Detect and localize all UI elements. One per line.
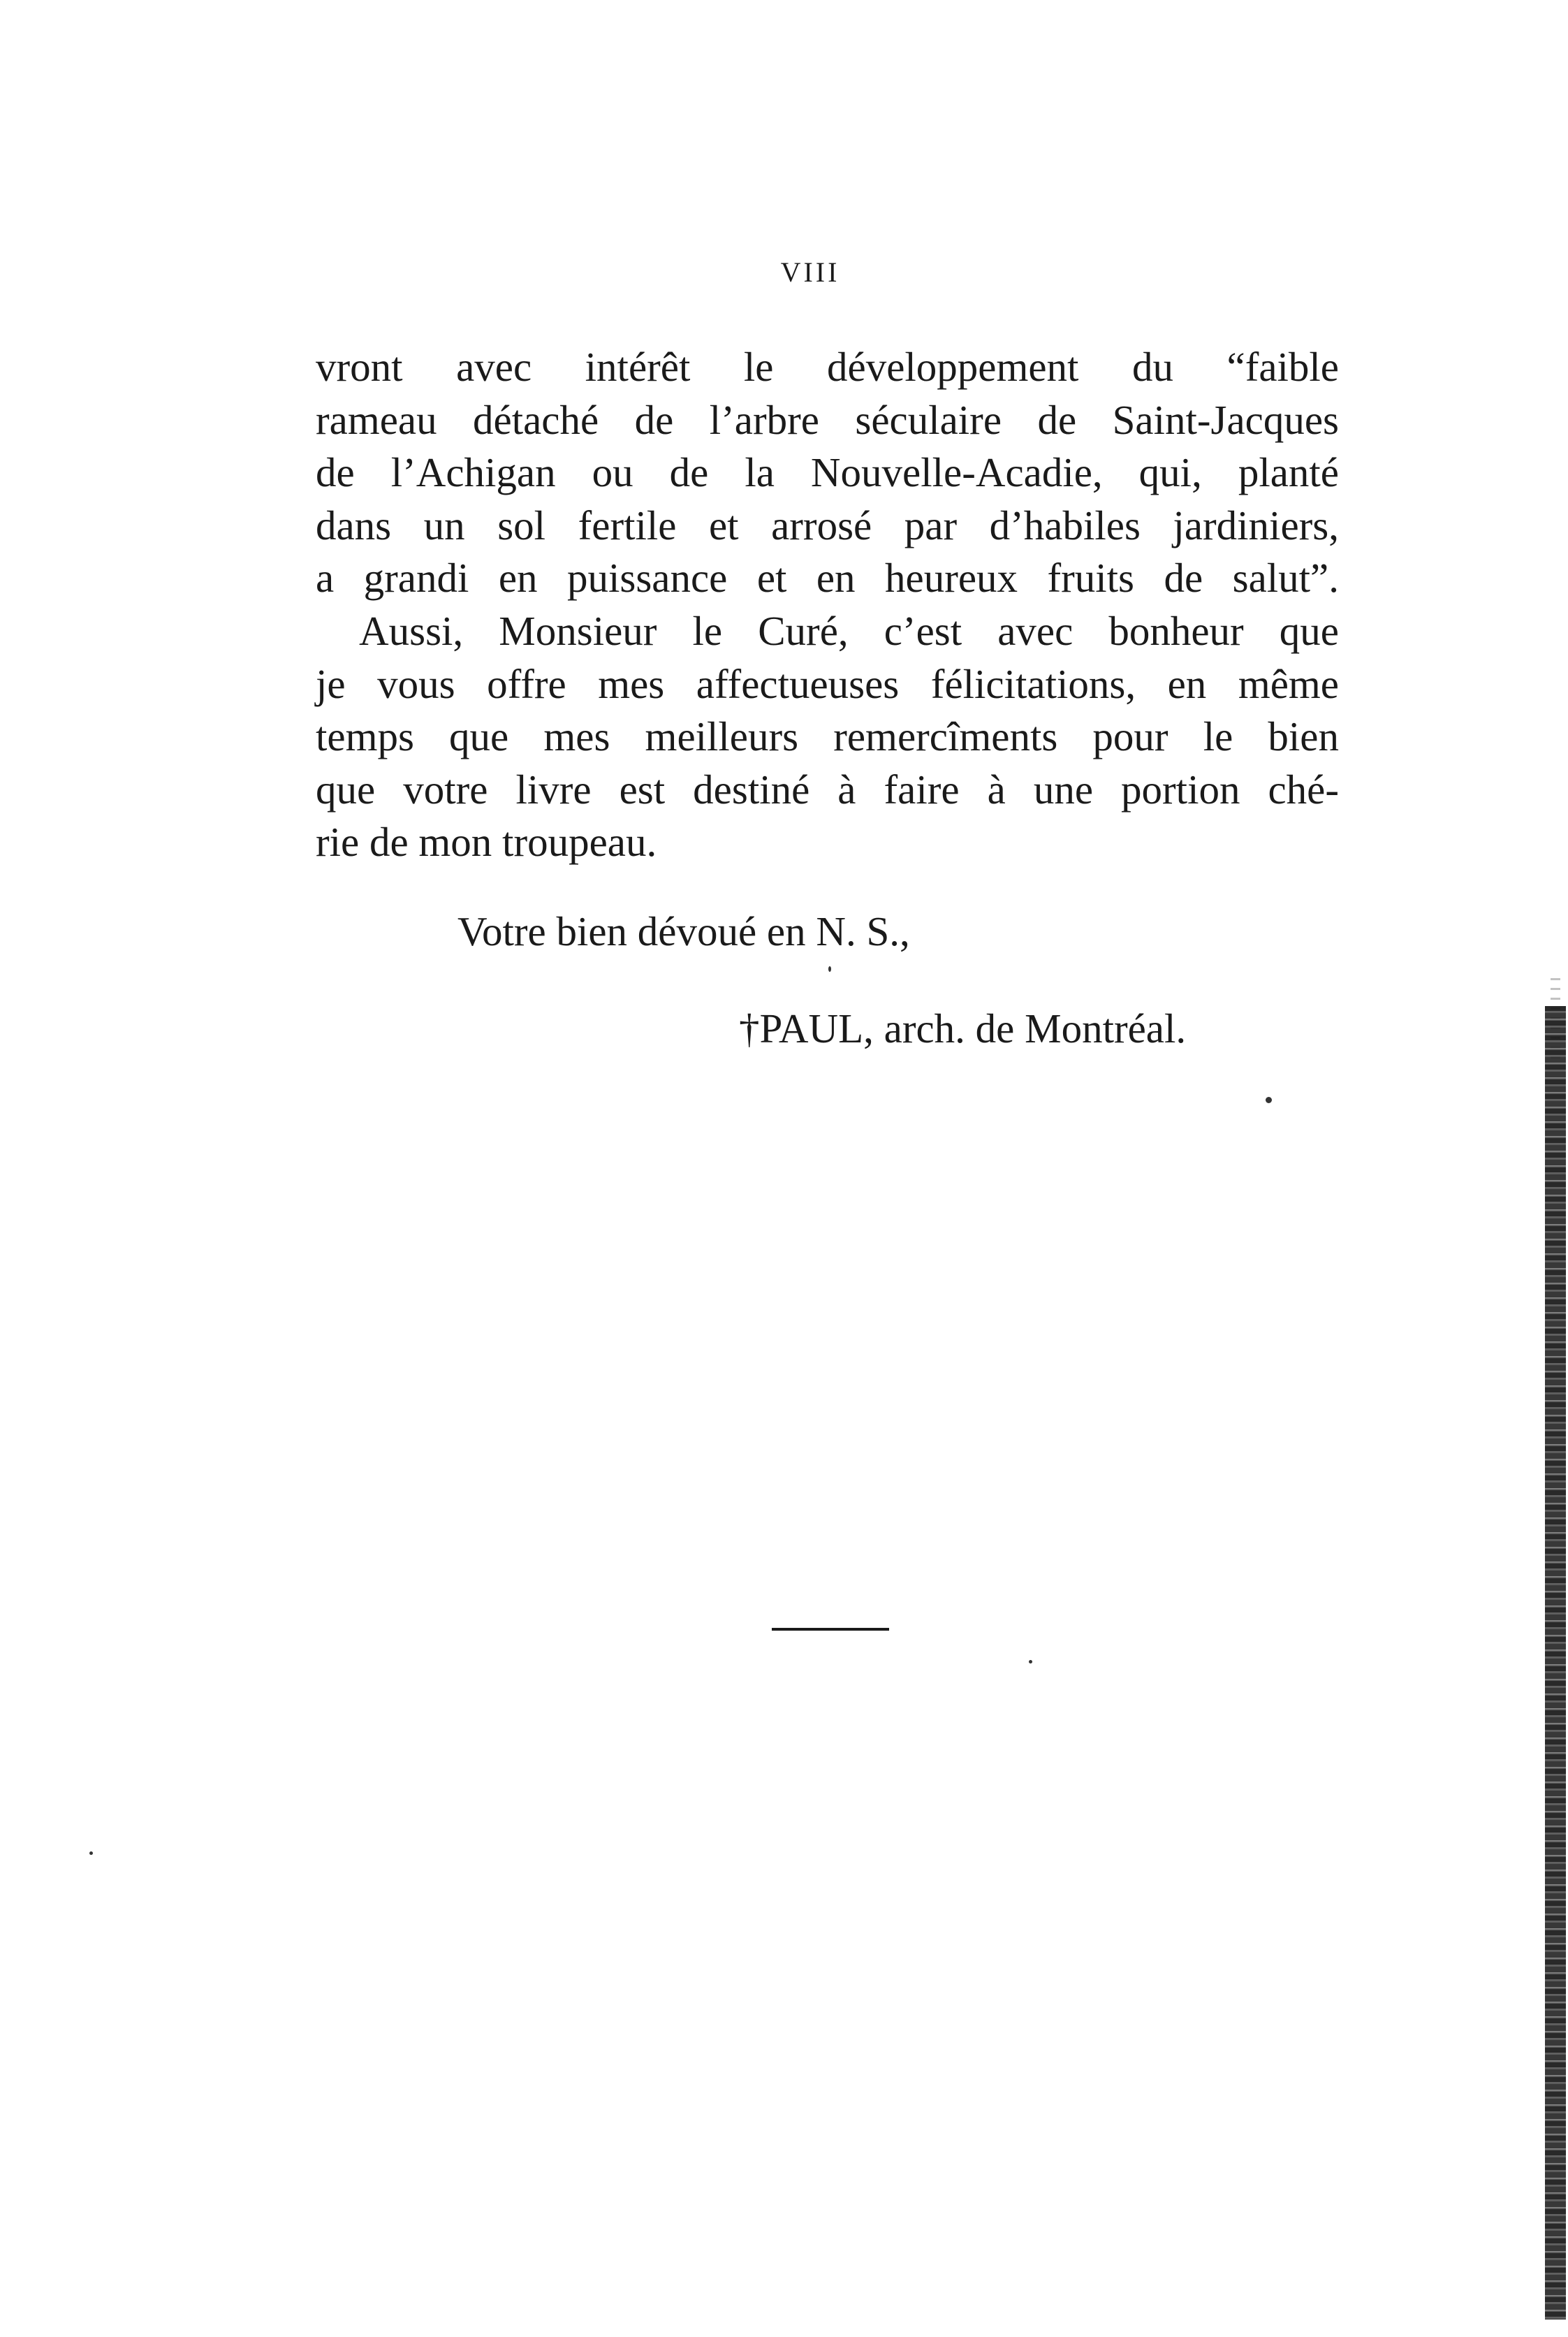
text-line: temps que mes meilleurs remercîments pour le bien: [316, 713, 1339, 760]
closing-salutation: Votre bien dévoué en N. S.,: [457, 908, 910, 954]
ink-speck: [89, 1851, 93, 1855]
text-line: que votre livre est destiné à faire à une portion ché-: [316, 766, 1339, 813]
letter-body: [316, 341, 1339, 869]
text-line: vront avec intérêt le développement du “faible: [316, 344, 1339, 390]
ink-speck: [828, 966, 831, 972]
text-line: rie de mon troupeau.: [316, 819, 657, 866]
text-line: Aussi, Monsieur le Curé, c’est avec bonheur que: [359, 607, 1339, 654]
text-line: a grandi en puissance et en heureux fruits de salut”.: [316, 555, 1339, 602]
text-line: rameau détaché de l’arbre séculaire de Saint-Jacques: [316, 396, 1339, 443]
text-line: dans un sol fertile et arrosé par d’habiles jardiniers,: [316, 502, 1339, 548]
signature: †PAUL, arch. de Montréal.: [739, 1005, 1187, 1051]
text-line: de l’Achigan ou de la Nouvelle-Acadie, qui, planté: [316, 449, 1339, 496]
ink-speck: [1266, 1097, 1272, 1103]
section-divider: [772, 1628, 889, 1631]
text-line: je vous offre mes affectueuses félicitations, en même: [316, 660, 1339, 707]
ink-speck: [1029, 1660, 1032, 1663]
page-edge-shadow: [1545, 1006, 1566, 2320]
page-number: VIII: [780, 256, 840, 288]
